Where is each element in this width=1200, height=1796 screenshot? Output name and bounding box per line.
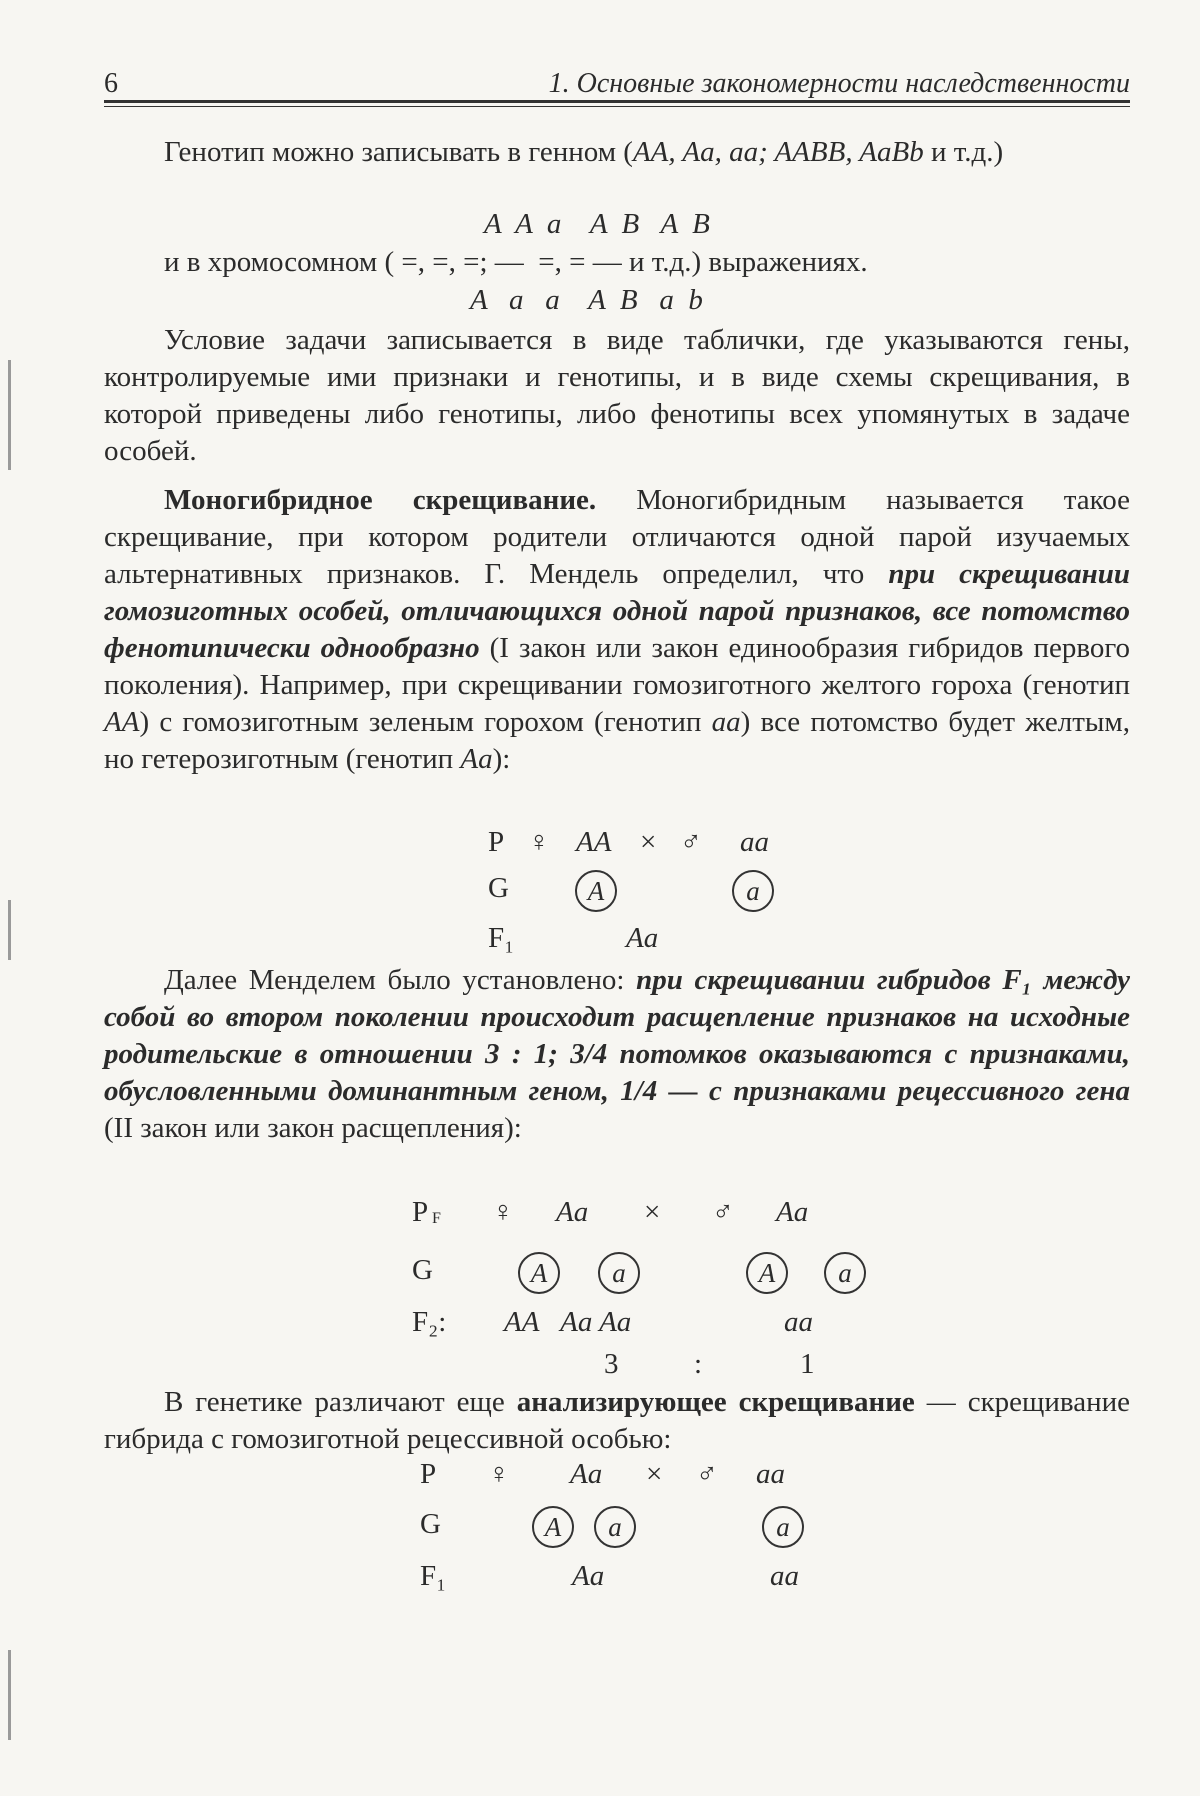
page-header [104, 66, 1130, 100]
offspring-genotype: Aa [572, 1560, 605, 1592]
running-title: 1. Основные закономерности наследственности [548, 68, 1130, 99]
term-test-cross: анализирующее скрещивание [516, 1386, 915, 1418]
cross-symbol: × [644, 1196, 661, 1228]
genotype-examples: AA, Aa, aa; AABB, AaBb [632, 136, 924, 168]
gametes-label: G [488, 872, 509, 904]
cross-symbol: × [640, 826, 657, 858]
male-genotype: Aa [776, 1196, 809, 1228]
ratio-separator: : [694, 1348, 703, 1380]
gamete-circle: a [762, 1506, 804, 1548]
binding-mark [8, 360, 11, 470]
ratio-dominant: 3 [604, 1348, 619, 1380]
paragraph-monohybrid: Моногибридное скрещивание. Моногибридным называется такое скрещивание, при котором родители отличаются одной парой изучаемых альтернативных признаков. Г. Мендель определил, что при скрещивании гомозиготных особей, отличающихся одной парой признаков, все потомство фенотипически однообразно (I закон или закон единообразия гибридов первого поколения). Например, при скрещивании гомозиготного желтого гороха (генотип AA) с гомозиготным зеленым горохом (генотип aa) все потомство будет желтым, но гетерозиготным (генотип Aa): [104, 484, 1130, 775]
term-monohybrid: Моногибридное скрещивание. [164, 484, 597, 516]
female-genotype: Aa [556, 1196, 589, 1228]
paragraph-test-cross: В генетике различают еще анализирующее скрещивание — скрещивание гибрида с гомозиготной рецессивной особью: [104, 1386, 1130, 1455]
female-symbol: ♀ [528, 826, 550, 858]
gamete-circle: a [732, 870, 774, 912]
gamete-circle: a [824, 1252, 866, 1294]
chromosome-notation-text: и в хромосомном ( =, =, =; — =, = — и т.д.) выражениях. [164, 246, 868, 278]
header-rule [104, 106, 1130, 107]
ratio-recessive: 1 [800, 1348, 815, 1380]
offspring-label: F₁ [488, 922, 515, 954]
header-rule [104, 100, 1130, 103]
parents-label: P [412, 1196, 429, 1228]
male-genotype: aa [740, 826, 769, 858]
parents-label-subscript: F [432, 1210, 441, 1227]
offspring-label: F₂: [412, 1306, 447, 1338]
offspring-recessive: aa [784, 1306, 813, 1338]
offspring-genotype: Aa [626, 922, 659, 954]
female-symbol: ♀ [488, 1458, 510, 1490]
gametes-label: G [412, 1254, 433, 1286]
offspring-dominant: AA Aa Aa [504, 1306, 632, 1338]
parents-label: P [420, 1458, 437, 1490]
paragraph-task-conditions: Условие задачи записывается в виде таблички, где указываются гены, контролируемые ими признаки и генотипы, и в виде схемы скрещивания, в которой приведены либо генотипы, либо фенотипы всех упомянутых в задаче особей. [104, 324, 1130, 467]
paragraph-second-law: Далее Менделем было установлено: при скрещивании гибридов F₁ между собой во втором поколении происходит расщепление признаков на исходные родительские в отношении 3 : 1; 3/4 потомков оказываются с признаками, обусловленными доминантным геном, 1/4 — с признаками рецессивного гена (II закон или закон расщепления): [104, 964, 1130, 1144]
paragraph-genotype-notation: Генотип можно записывать в генном (AA, Aa, aa; AABB, AaBb и т.д.) [164, 136, 1004, 168]
gamete-circle: A [746, 1252, 788, 1294]
male-genotype: aa [756, 1458, 785, 1490]
gamete-circle: A [575, 870, 617, 912]
gamete-circle: a [594, 1506, 636, 1548]
cross-symbol: × [646, 1458, 663, 1490]
mendel-first-law: при скрещивании гомозиготных особей, отличающихся одной парой признаков, все потомство фенотипически однообразно [104, 558, 1130, 664]
gametes-label: G [420, 1508, 441, 1540]
binding-mark [8, 900, 11, 960]
female-symbol: ♀ [492, 1196, 514, 1228]
gamete-circle: A [518, 1252, 560, 1294]
chromosome-notation-bottom: A a a A B a b [470, 284, 703, 316]
male-symbol: ♂ [680, 826, 702, 858]
page-number: 6 [104, 68, 118, 99]
chromosome-notation-top: A A a A B A B [484, 208, 710, 240]
female-genotype: Aa [570, 1458, 603, 1490]
female-genotype: AA [576, 826, 612, 858]
mendel-second-law: при скрещивании гибридов F₁ между собой во втором поколении происходит расщепление признаков на исходные родительские в отношении 3 : 1; 3/4 потомков оказываются с признаками, обусловленными доминантным геном, 1/4 — с признаками рецессивного гена [104, 964, 1130, 1107]
gamete-circle: A [532, 1506, 574, 1548]
offspring-label: F₁ [420, 1560, 447, 1592]
male-symbol: ♂ [712, 1196, 734, 1228]
binding-mark [8, 1650, 11, 1740]
parents-label: P [488, 826, 505, 858]
offspring-genotype: aa [770, 1560, 799, 1592]
male-symbol: ♂ [696, 1458, 718, 1490]
gamete-circle: a [598, 1252, 640, 1294]
